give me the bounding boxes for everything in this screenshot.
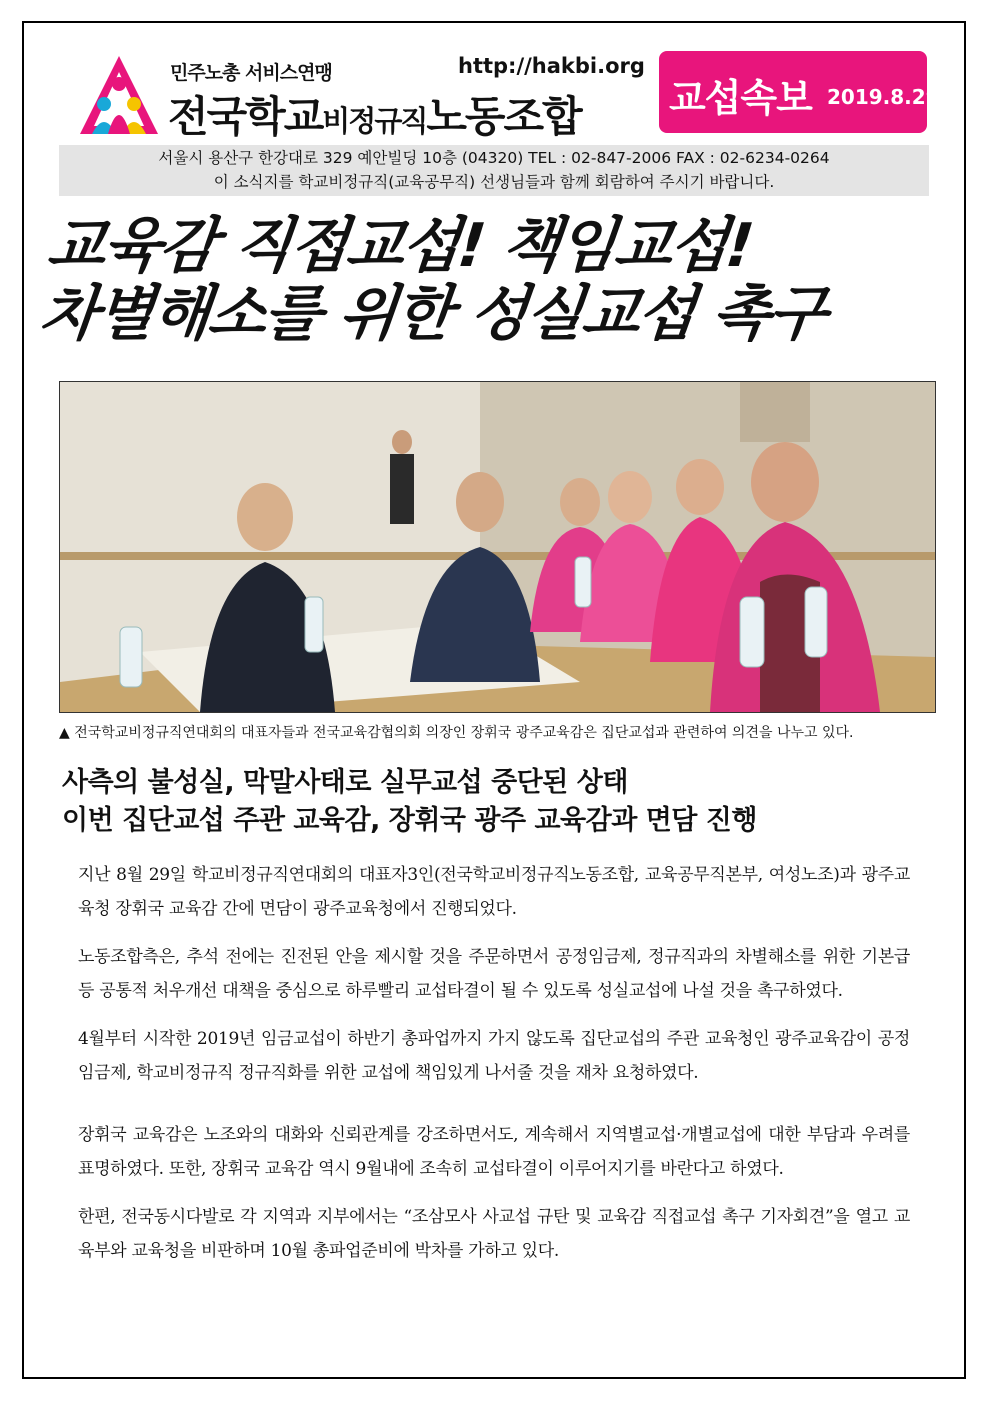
- paragraph: 장휘국 교육감은 노조와의 대화와 신뢰관계를 강조하면서도, 계속해서 지역별교섭·개별교섭에 대한 부담과 우려를 표명하였다. 또한, 장휘국 교육감 역시 9월내에 조속히 교섭타결이 이루어지기를 바란다고 하였다.: [78, 1125, 910, 1179]
- subheadline: [62, 764, 757, 840]
- union-name-part2: 비정규직: [322, 104, 427, 138]
- address-box: [59, 145, 929, 196]
- photo-caption: ▲ 전국학교비정규직연대회의 대표자들과 전국교육감협의회 의장인 장휘국 광주교육감은 집단교섭과 관련하여 의견을 나누고 있다.: [59, 725, 854, 741]
- headline-line2: 차별해소를 위한 성실교섭 촉구: [36, 279, 829, 349]
- paragraph: 한편, 전국동시다발로 각 지역과 지부에서는 “조삼모사 사교섭 규탄 및 교육감 직접교섭 촉구 기자회견”을 열고 교육부와 교육청을 비판하며 10월 총파업준비에 박차를 가하고 있다.: [78, 1207, 910, 1261]
- website-link[interactable]: http://hakbi.org: [458, 54, 645, 78]
- meeting-photo: [59, 381, 936, 713]
- paragraph: 지난 8월 29일 학교비정규직연대회의 대표자3인(전국학교비정규직노동조합, 교육공무직본부, 여성노조)과 광주교육청 장휘국 교육감 간에 면담이 광주교육청에서 진행되었다.: [78, 865, 910, 919]
- headline-line1: 교육감 직접교섭! 책임교섭!: [43, 211, 756, 281]
- union-name: [168, 84, 581, 144]
- article-body: [78, 858, 910, 1282]
- union-name-part1: 전국학교: [168, 92, 323, 141]
- badge-date: 2019.8.29: [827, 85, 940, 109]
- address-line: 서울시 용산구 한강대로 329 예안빌딩 10층 (04320) TEL : 02-847-2006 FAX : 02-6234-0264: [158, 149, 830, 167]
- notice-line: 이 소식지를 학교비정규직(교육공무직) 선생님들과 함께 회람하여 주시기 바랍니다.: [213, 173, 775, 191]
- bulletin-badge: [659, 51, 940, 133]
- paragraph: 노동조합측은, 추석 전에는 진전된 안을 제시할 것을 주문하면서 공정임금제, 정규직과의 차별해소를 위한 기본급 등 공통적 처우개선 대책을 중심으로 하루빨리 교섭타결이 될 수 있도록 성실교섭에 나설 것을 촉구하였다.: [78, 947, 910, 1001]
- paragraph: 4월부터 시작한 2019년 임금교섭이 하반기 총파업까지 가지 않도록 집단교섭의 주관 교육청인 광주교육감이 공정임금제, 학교비정규직 정규직화를 위한 교섭에 책임있게 나서줄 것을 재차 요청하였다.: [78, 1029, 910, 1083]
- federation-name: 민주노총 서비스연맹: [170, 62, 332, 84]
- subhead-line2: 이번 집단교섭 주관 교육감, 장휘국 광주 교육감과 면담 진행: [62, 805, 757, 836]
- subhead-line1: 사측의 불성실, 막말사태로 실무교섭 중단된 상태: [62, 767, 628, 798]
- union-logo: [78, 54, 160, 136]
- union-name-part3: 노동조합: [426, 92, 581, 141]
- badge-title: 교섭속보: [669, 76, 812, 120]
- headline: [37, 212, 835, 348]
